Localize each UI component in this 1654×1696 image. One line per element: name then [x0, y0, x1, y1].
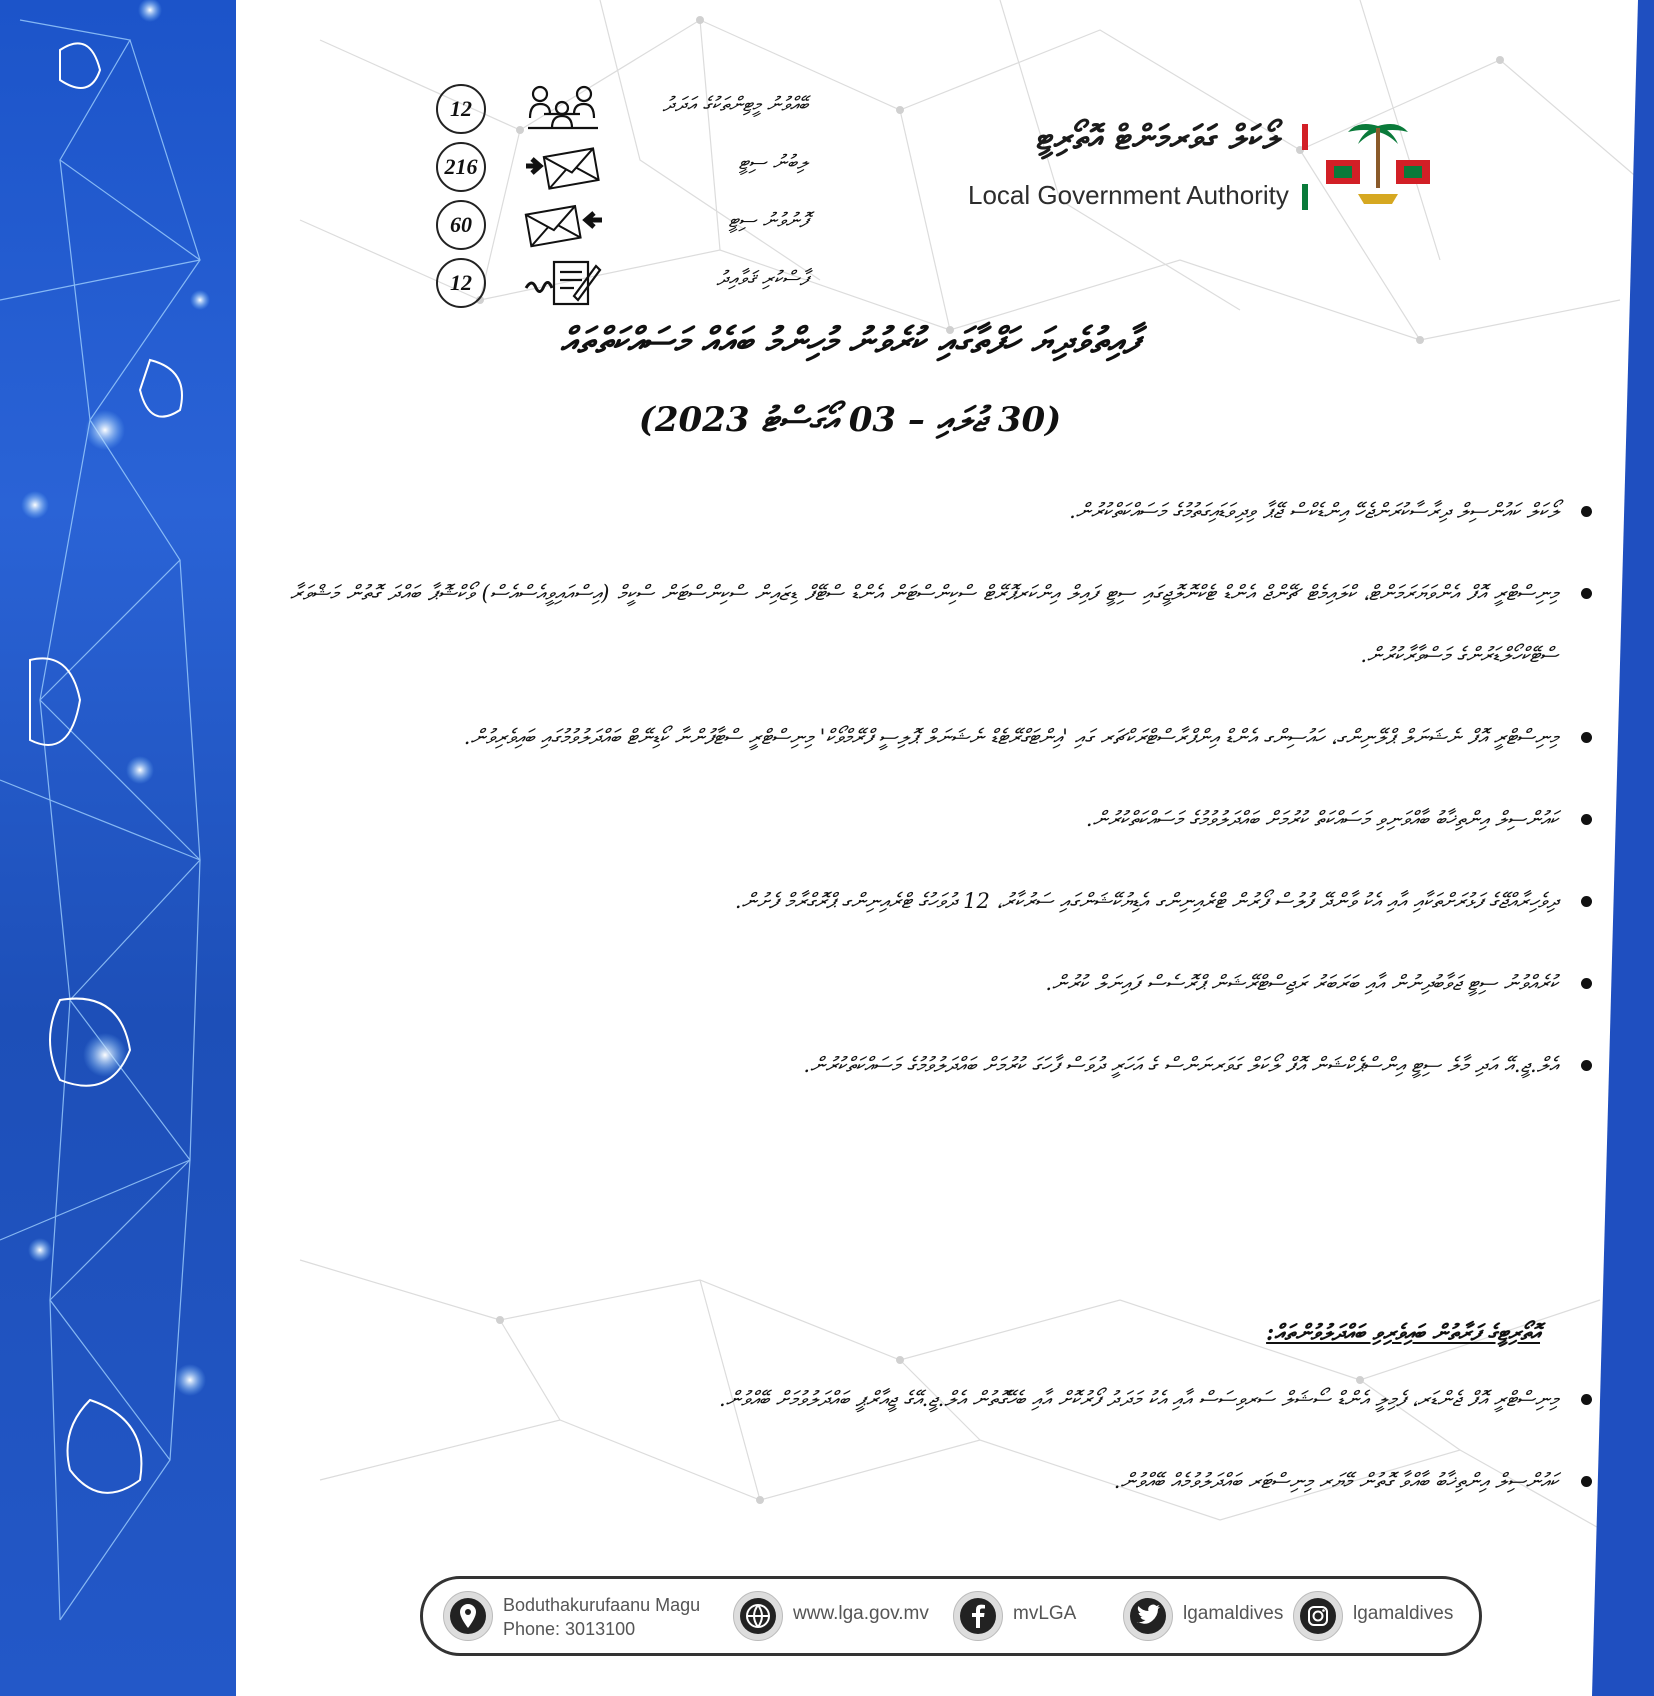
stat-value: 60	[436, 200, 486, 250]
facebook-handle[interactable]: mvLGA	[1013, 1603, 1077, 1624]
org-name-english: Local Government Authority	[968, 180, 1289, 210]
stat-value: 12	[436, 258, 486, 308]
stat-label: ބޭއްވުނު މީޓިންތަކުގެ އަދަދު	[662, 92, 808, 116]
twitter-icon	[1123, 1591, 1173, 1641]
list-item: މިނިސްޓްރީ އޮފް ނެޝަނަލް ޕްލޭނިންގ، ހައުސިންގ އެންޑް އިންފްރާސްޓްރަކްޗަރ ގައި 'އިންޓަގްރޭޓެޑް ނެޝަނަލް ޕޮލިސީ ފްރޭމްވޯކް' މިނިސްޓްރީ ސްޓާފުންނާ ކޯޑިނޭޓް ބައްދަލުވުމުގައި ބައިވެރިވުން.	[290, 706, 1596, 768]
list-item: ކުރެއްވުނު ސިޓީ ޖަވާބުދިނުން އާއި ބަރަބަރު ރަޖިސްޓްރޭޝަން ޕްރޮސެސް ފައިނަލް ކުރުން.	[290, 952, 1596, 1014]
twitter-handle[interactable]: lgamaldives	[1183, 1603, 1284, 1624]
list-item: ކައުންސިލް އިންތިޚާބު ބާއްވާ ގޮތުން މޭޔަރ މިނިސްޓަރ ބައްދަލުވުމެއް ބޭއްވުން.	[290, 1450, 1596, 1512]
meetings-subheading: އޮތޯރިޓީގެ ފަރާތުން ބައިވެރިވި ބައްދަލުވުންތައް:	[1266, 1320, 1540, 1346]
footer-facebook[interactable]	[953, 1589, 1103, 1645]
list-item: މިނިސްޓްރީ އޮފް ޖެންޑަރ، ފެމިލީ އެންޑް ސޯޝަލް ސަރވިސަސް އާއި އެކު މަދަދު ފޯރުކޮށް އާއި ބެހޭގޮތުން އެލް.ޖީ.އޭގެ ޖީއާރްޕީ ބައްދަލުވުމަށް ބޭއްވުން.	[290, 1368, 1596, 1430]
website-link[interactable]: www.lga.gov.mv	[793, 1603, 929, 1624]
instagram-icon	[1293, 1591, 1343, 1641]
globe-icon	[733, 1591, 783, 1641]
org-name-dhivehi: ލޯކަލް ގަވަރމަންޓް އޮތޯރިޓީ	[1036, 118, 1280, 158]
meetings-list	[290, 1368, 1596, 1532]
flag-green-bar	[1302, 184, 1308, 210]
stat-meetings	[436, 84, 816, 134]
incoming-mail-icon	[524, 142, 604, 192]
stat-approved-regulations	[436, 258, 816, 308]
document-sign-icon	[524, 258, 604, 308]
list-item: މިނިސްޓްރީ އޮފް އެންވަޔަރަމަންޓް، ކްލައިމެޓް ޗޭންޖް އެންޑް ޓެކްނޮލޮޖީގައި ސިޓީ ފައިލް އިންކަރޕޮރޭޓް ސްކިންސްޓަން އެންޑް ސްޓޭފް ޑިޒައިން ސްކިންސްޓަން ސްކީމް (އިސްއައިވީއެސްއެސް) ވޯކްޝޮޕާ ބައްދަ ގޮތުން މަޝްވަރާ ސްޓޭކްހޯލްޑަރުންގެ މަސްވާރާކުރުން.	[290, 562, 1596, 686]
list-item: އެލް.ޖީ.އޭ އަދި މާލެ ސިޓީ އިންސްޕެކްޝަން އޮފް ލޯކަލް ގަވަރނަންސް ގެ އަހަރީ ދުވަސް ފާހަގަ ކުރުމަށް ބައްދަލުވުމުގެ މަސައްކަތްކުރުން.	[290, 1034, 1596, 1096]
lga-emblem-logo	[1318, 116, 1438, 216]
footer-instagram[interactable]	[1293, 1589, 1463, 1645]
list-item: ދިވެހިރާއްޖޭގެ ފަޅުރަށްތަކާއި އާއި އެކު ވާންދޭ ފުލުސް ފޯރުން ޓްރެއިނިންގ އެޑިޔުކޭޝަންގައި ސަރުކާރު، 12 ދުވަހުގެ ޓްރެއިނިންގ ޕްރޮގްރާމް ފެށުން.	[290, 870, 1596, 932]
stat-value: 216	[436, 142, 486, 192]
stat-outgoing-letters	[436, 200, 816, 250]
maldives-atolls-illustration	[0, 0, 236, 1696]
stat-value: 12	[436, 84, 486, 134]
page-title: ފާއިތުވެދިޔަ ހަފްތާގައި ކުރެވުނު މުހިންމު ބައެއް މަސައްކަތްތައް	[560, 320, 1140, 362]
footer-address	[443, 1589, 701, 1645]
stat-incoming-letters	[436, 142, 816, 192]
list-item: ލޯކަލް ކައުންސިލް ދިރާސާކުރަންޖެހޭ އިންޑެކްސް ޖޭޕާ ވިދިވަޑައިގަތުމުގެ މަސައްކަތްކުރުން.	[290, 480, 1596, 542]
phone-line: Phone: 3013100	[503, 1619, 636, 1639]
facebook-icon	[953, 1591, 1003, 1641]
highlights-list	[290, 480, 1596, 1116]
location-pin-icon	[443, 1591, 493, 1641]
outgoing-mail-icon	[524, 200, 604, 250]
flag-red-bar	[1302, 124, 1308, 150]
footer-twitter[interactable]	[1123, 1589, 1283, 1645]
address-line: Boduthakurufaanu Magu	[503, 1595, 701, 1615]
stat-label: ލިބުނު ސިޓީ	[738, 150, 808, 174]
instagram-handle[interactable]: lgamaldives	[1353, 1603, 1454, 1624]
meeting-icon	[524, 84, 604, 134]
stat-label: ފާސްކުރި ޤަވާއިދު	[716, 266, 808, 290]
list-item: ކައުންސިލް އިންތިޚާބު ބާއްވަނިވި މަސައްކަތް ކުރުމަށް ބައްދަލުވުމުގެ މަސައްކަތްކުރުން.	[290, 788, 1596, 850]
date-range: (30 ޖުލައި – 03 އޯގަސްޓު 2023)	[638, 400, 1062, 440]
contact-footer	[420, 1576, 1482, 1656]
footer-website[interactable]	[733, 1589, 933, 1645]
stat-label: ފޮނުވުނު ސިޓީ	[728, 208, 808, 232]
left-decorative-strip	[0, 0, 236, 1696]
